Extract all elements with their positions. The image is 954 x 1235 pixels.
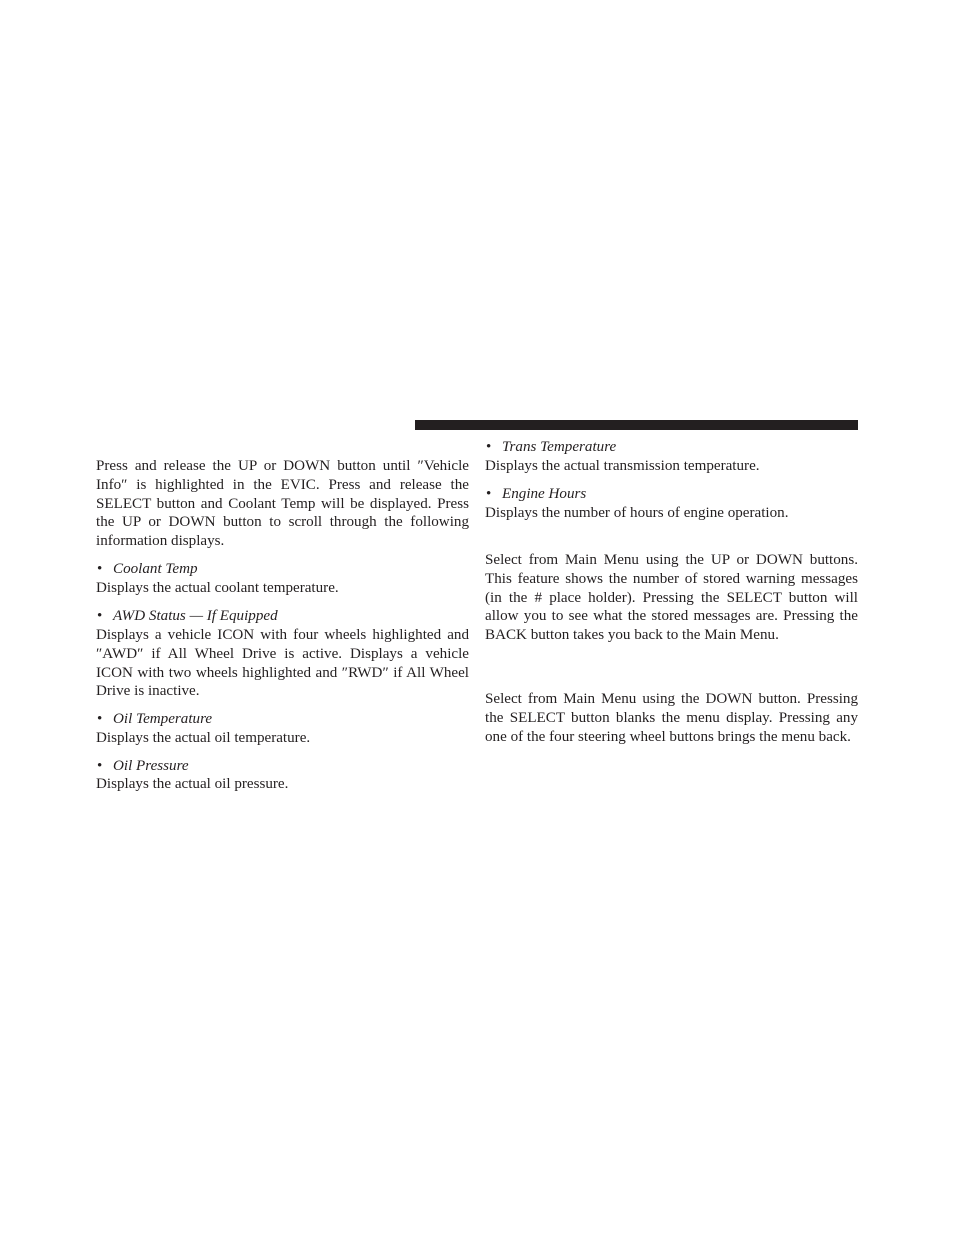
bullet-icon: • [486, 486, 492, 502]
item-title: AWD Status — If Equipped [113, 608, 278, 624]
item-heading-coolant-temp [96, 560, 469, 579]
item-description-awd-status: Displays a vehicle ICON with four wheels highlighted and ″AWD″ if All Wheel Drive is active. Displays a vehicle ICON with two wheels highlighted and ″RWD″ if All Wheel Drive is inactive. [96, 627, 469, 700]
item-description-trans-temperature: Displays the actual transmission temperature. [485, 458, 760, 474]
item-title: Oil Pressure [113, 758, 189, 774]
bullet-icon: • [97, 561, 103, 577]
section-header-bar [415, 420, 858, 430]
item-description-engine-hours: Displays the number of hours of engine operation. [485, 505, 789, 521]
item-heading-awd-status [96, 607, 469, 626]
item-title: Trans Temperature [502, 439, 617, 455]
item-title: Engine Hours [502, 486, 587, 502]
bullet-icon: • [486, 439, 492, 455]
item-description-oil-pressure: Displays the actual oil pressure. [96, 776, 289, 792]
item-title: Oil Temperature [113, 711, 213, 727]
display-off-paragraph: Select from Main Menu using the DOWN button. Pressing the SELECT button blanks the menu display. Pressing any one of the four steering wheel buttons brings the menu back. [485, 691, 858, 745]
right-column [485, 438, 858, 773]
bullet-icon: • [97, 711, 103, 727]
bullet-icon: • [97, 758, 103, 774]
item-heading-trans-temperature [485, 438, 858, 457]
item-heading-engine-hours [485, 485, 858, 504]
item-heading-oil-temperature [96, 710, 469, 729]
item-description-oil-temperature: Displays the actual oil temperature. [96, 730, 311, 746]
item-description-coolant-temp: Displays the actual coolant temperature. [96, 580, 339, 596]
bullet-icon: • [97, 608, 103, 624]
item-title: Coolant Temp [113, 561, 198, 577]
left-column [96, 457, 469, 797]
item-heading-oil-pressure [96, 757, 469, 776]
intro-paragraph: Press and release the UP or DOWN button until ″Vehicle Info″ is highlighted in the EVIC. Press and release the SELECT button and Coolant Temp will be displayed. Press the UP or DOWN button to scroll through the following information displays. [96, 458, 469, 550]
stored-messages-paragraph: Select from Main Menu using the UP or DOWN buttons. This feature shows the number of stored warning messages (in the # place holder). Pressing the SELECT button will allow you to see what the stored messages are. Pressing the BACK button takes you back to the Main Menu. [485, 552, 858, 644]
